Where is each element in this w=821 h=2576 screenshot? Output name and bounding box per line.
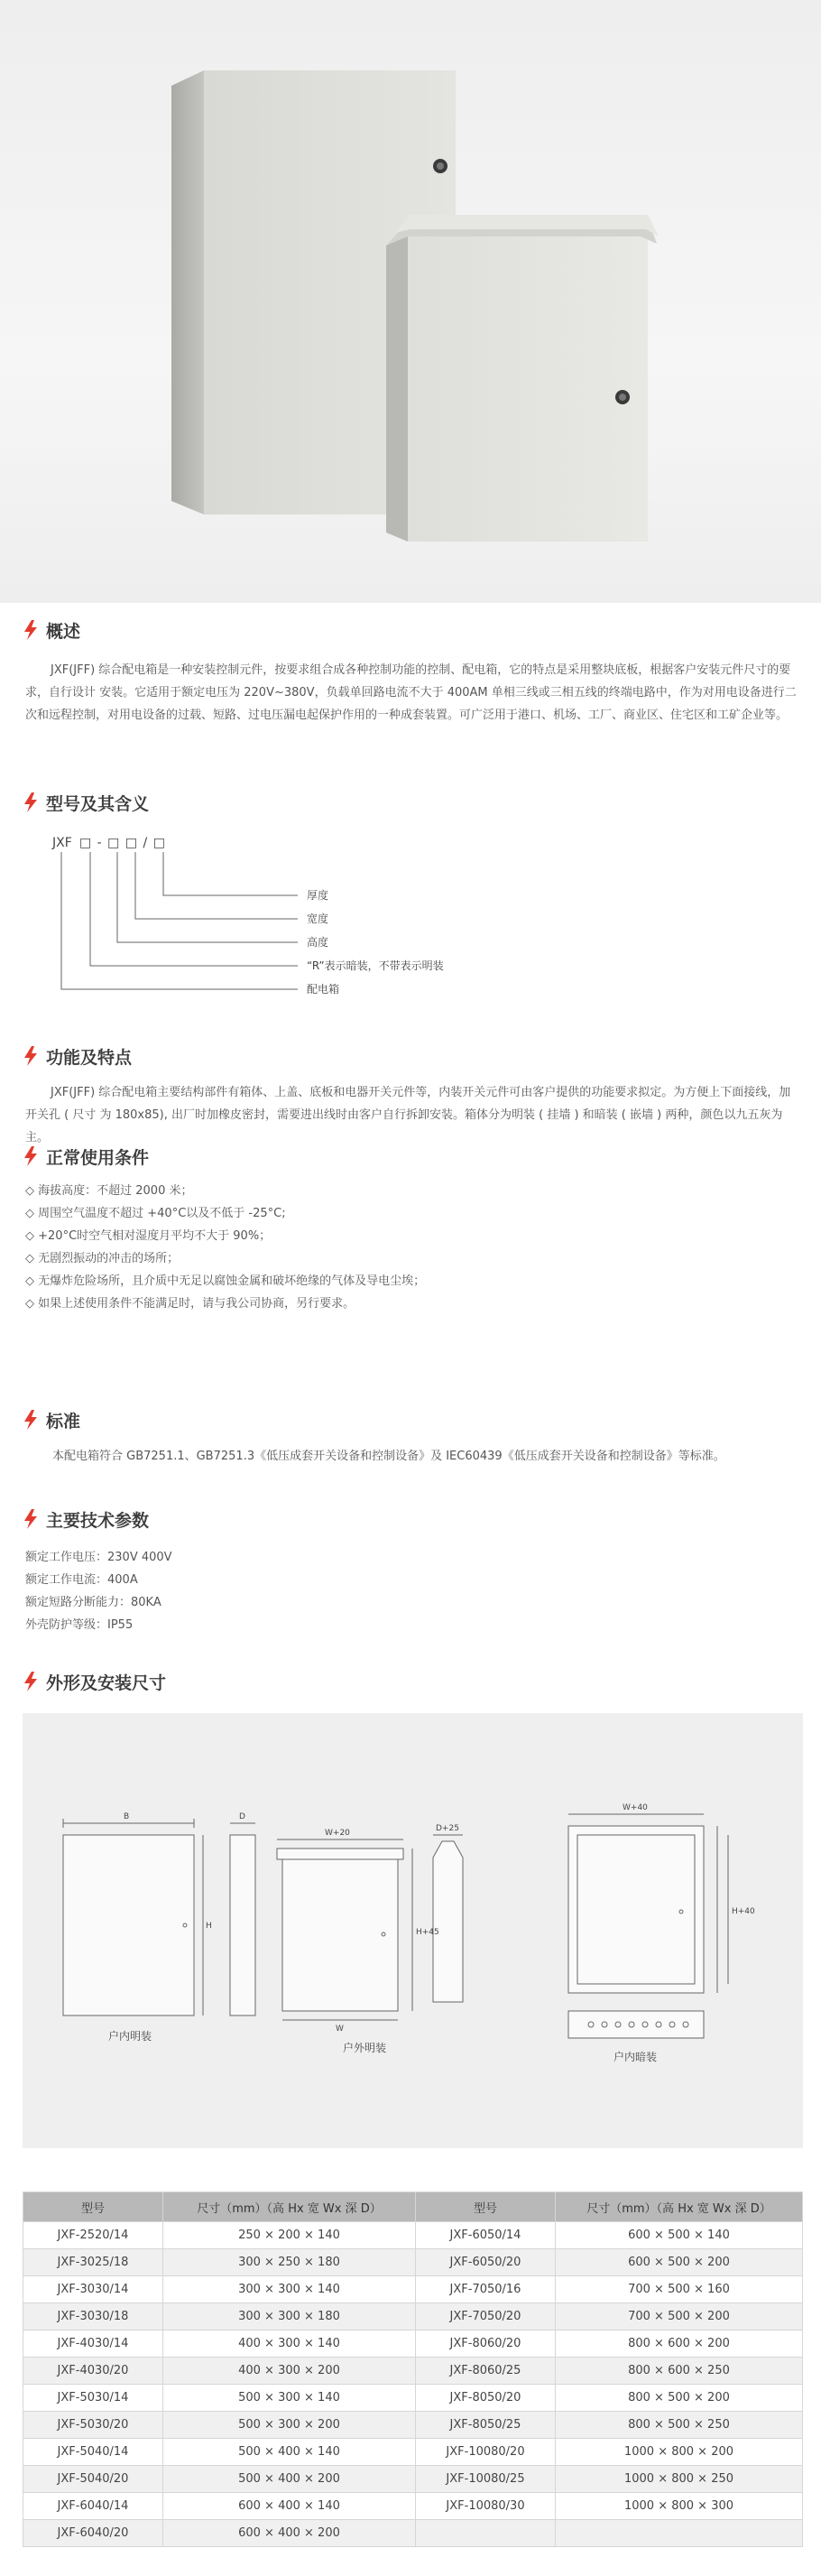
cell: JXF-4030/20 [23, 2358, 163, 2385]
features-heading: 功能及特点 [46, 1047, 133, 1068]
cell: 500 × 400 × 200 [163, 2466, 416, 2493]
section-model-title [23, 789, 149, 816]
table-row [23, 2276, 803, 2303]
caption-indoor-surface: 户内明装 [108, 2030, 152, 2043]
section-standard-title [23, 1406, 80, 1433]
cell: 600 × 500 × 200 [556, 2249, 803, 2276]
dimension-drawings [23, 1713, 803, 2148]
lightning-bolt-icon [23, 1671, 39, 1692]
cell: JXF-5030/14 [23, 2385, 163, 2412]
cell: 400 × 300 × 140 [163, 2330, 416, 2358]
model-naming-diagram [0, 821, 821, 1020]
cell [556, 2520, 803, 2547]
table-row [23, 2466, 803, 2493]
cell: JXF-8060/20 [416, 2330, 556, 2358]
model-code-prefix: JXF [52, 836, 72, 850]
features-text: JXF(JFF) 综合配电箱主要结构部件有箱体、上盖、底板和电器开关元件等，内装开关元件可由客户提供的功能要求拟定。为方便上下面接线，加开关孔 ( 尺寸 为 180x85), 出厂时加橡皮密封，需要进出线时由客户自行拆卸安装。箱体分为明装 ( 挂墙 ) 和暗装 ( 嵌墙 ) 两种，颜色以九五灰为主。 [25, 1086, 791, 1144]
cell: JXF-6040/14 [23, 2493, 163, 2520]
cell: JXF-4030/14 [23, 2330, 163, 2358]
caption-outdoor-surface: 户外明装 [343, 2042, 387, 2054]
dim-label-h: H [206, 1922, 212, 1931]
list-item: ◇ +20°C时空气相对湿度月平均不大于 90%； [25, 1229, 272, 1243]
cell: JXF-5040/20 [23, 2466, 163, 2493]
tech-params-list [25, 1546, 172, 1636]
model-meaning-mounting: “R”表示暗装，不带表示明装 [307, 959, 444, 972]
table-row [23, 2222, 803, 2249]
dimension-drawing-panel [23, 1713, 803, 2148]
dim-label-d25: D+25 [436, 1824, 459, 1833]
list-item: ◇ 周围空气温度不超过 +40°C以及不低于 -25°C; [25, 1207, 286, 1220]
product-hero-image [0, 0, 821, 603]
cell: 500 × 400 × 140 [163, 2439, 416, 2466]
table-row [23, 2358, 803, 2385]
model-meaning-box: 配电箱 [307, 983, 340, 996]
table-row [23, 2385, 803, 2412]
lightning-bolt-icon [23, 1045, 39, 1067]
header-model: 型号 [23, 2192, 163, 2222]
cell: 800 × 500 × 250 [556, 2412, 803, 2439]
dim-label-h40: H+40 [732, 1907, 755, 1916]
overview-text: JXF(JFF) 综合配电箱是一种安装控制元件，按要求组合成各种控制功能的控制、配电箱，它的特点是采用整块底板，根据客户安装元件尺寸的要求，自行设计 安装。它适用于额定电压为 220V~380V，负载单回路电流不大于 400AM 单相三线或三相五线的终端电路中，作为对用电设备进行二次和远程控制，对用电设备的过载、短路、过电压漏电起保护作用的一种成套装置。可广泛用于港口、机场、工厂、商业区、住宅区和工矿企业等。 [25, 663, 797, 722]
standard-text: 本配电箱符合 GB7251.1、GB7251.3《低压成套开关设备和控制设备》及 IEC60439《低压成套开关设备和控制设备》等标准。 [52, 1450, 725, 1463]
cell: 1000 × 800 × 200 [556, 2439, 803, 2466]
lightning-bolt-icon [23, 619, 39, 641]
cell: 800 × 500 × 200 [556, 2385, 803, 2412]
table-row [23, 2520, 803, 2547]
list-item: ◇ 海拔高度：不超过 2000 米； [25, 1184, 193, 1198]
cell: JXF-3030/14 [23, 2276, 163, 2303]
cell: 1000 × 800 × 300 [556, 2493, 803, 2520]
conditions-heading: 正常使用条件 [46, 1147, 150, 1168]
table-row [23, 2303, 803, 2330]
lightning-bolt-icon [23, 1409, 39, 1431]
dim-label-w20: W+20 [325, 1829, 350, 1838]
list-item: 额定工作电压：230V 400V [25, 1551, 172, 1564]
list-item: ◇ 无剧烈振动的冲击的场所； [25, 1252, 180, 1265]
header-model: 型号 [416, 2192, 556, 2222]
dim-label-d: D [239, 1812, 245, 1821]
section-features-title [23, 1042, 132, 1070]
cell: 600 × 400 × 200 [163, 2520, 416, 2547]
lightning-bolt-icon [23, 792, 39, 813]
cell: 600 × 500 × 140 [556, 2222, 803, 2249]
section-tech-title [23, 1506, 149, 1533]
list-item: ◇ 如果上述使用条件不能满足时，请与我公司协商，另行要求。 [25, 1297, 355, 1311]
list-item: 额定短路分断能力：80KA [25, 1596, 161, 1609]
cell: 1000 × 800 × 250 [556, 2466, 803, 2493]
caption-indoor-flush: 户内暗装 [613, 2051, 658, 2063]
cell: 300 × 300 × 140 [163, 2276, 416, 2303]
cell: JXF-10080/30 [416, 2493, 556, 2520]
overview-heading: 概述 [46, 621, 81, 642]
cell: 250 × 200 × 140 [163, 2222, 416, 2249]
section-conditions-title [23, 1143, 149, 1170]
cell: 500 × 300 × 200 [163, 2412, 416, 2439]
cell: 600 × 400 × 140 [163, 2493, 416, 2520]
lightning-bolt-icon [23, 1508, 39, 1530]
cell: JXF-6040/20 [23, 2520, 163, 2547]
cell: JXF-10080/20 [416, 2439, 556, 2466]
cell: JXF-3030/18 [23, 2303, 163, 2330]
cell: 800 × 600 × 250 [556, 2358, 803, 2385]
list-item: ◇ 无爆炸危险场所，且介质中无足以腐蚀金属和破坏绝缘的气体及导电尘埃； [25, 1274, 426, 1288]
lightning-bolt-icon [23, 1145, 39, 1167]
list-item: 外壳防护等级：IP55 [25, 1618, 134, 1632]
table-row [23, 2412, 803, 2439]
table-header-row [23, 2192, 803, 2222]
cell: 700 × 500 × 200 [556, 2303, 803, 2330]
model-heading: 型号及其含义 [46, 793, 150, 814]
table-row [23, 2493, 803, 2520]
dims-heading: 外形及安装尺寸 [46, 1673, 167, 1693]
cell: JXF-8060/25 [416, 2358, 556, 2385]
cell: JXF-5030/20 [23, 2412, 163, 2439]
conditions-list [25, 1180, 425, 1315]
cell: JXF-8050/20 [416, 2385, 556, 2412]
cell: JXF-2520/14 [23, 2222, 163, 2249]
cell: 300 × 300 × 180 [163, 2303, 416, 2330]
cell: JXF-6050/14 [416, 2222, 556, 2249]
table-row [23, 2330, 803, 2358]
cell: JXF-5040/14 [23, 2439, 163, 2466]
header-size: 尺寸（mm）（高 Hx 宽 Wx 深 D） [163, 2192, 416, 2222]
model-size-table [23, 2191, 803, 2547]
cell: JXF-7050/16 [416, 2276, 556, 2303]
cell: JXF-8050/25 [416, 2412, 556, 2439]
standard-heading: 标准 [46, 1411, 81, 1432]
list-item: 额定工作电流：400A [25, 1573, 138, 1587]
model-meaning-thickness: 厚度 [307, 889, 329, 902]
cell: 300 × 250 × 180 [163, 2249, 416, 2276]
distribution-box-illustration [0, 0, 821, 603]
cell: JXF-3025/18 [23, 2249, 163, 2276]
cell: JXF-7050/20 [416, 2303, 556, 2330]
cell: 400 × 300 × 200 [163, 2358, 416, 2385]
cell: JXF-6050/20 [416, 2249, 556, 2276]
dim-label-b: B [124, 1812, 130, 1821]
dim-label-w40: W+40 [623, 1803, 648, 1812]
model-code-symbols: □ - □ □ / □ [79, 836, 166, 850]
table-row [23, 2439, 803, 2466]
cell: 500 × 300 × 140 [163, 2385, 416, 2412]
cell: 700 × 500 × 160 [556, 2276, 803, 2303]
section-dims-title [23, 1668, 166, 1695]
model-meaning-width: 宽度 [307, 913, 329, 925]
cell [416, 2520, 556, 2547]
section-overview-title [23, 616, 80, 644]
header-size: 尺寸（mm）（高 Hx 宽 Wx 深 D） [556, 2192, 803, 2222]
cell: 800 × 600 × 200 [556, 2330, 803, 2358]
model-meaning-height: 高度 [307, 936, 329, 949]
dim-label-w: W [336, 2025, 344, 2034]
cell: JXF-10080/25 [416, 2466, 556, 2493]
dim-label-h45: H+45 [416, 1928, 439, 1937]
table-row [23, 2249, 803, 2276]
tech-heading: 主要技术参数 [46, 1510, 150, 1531]
